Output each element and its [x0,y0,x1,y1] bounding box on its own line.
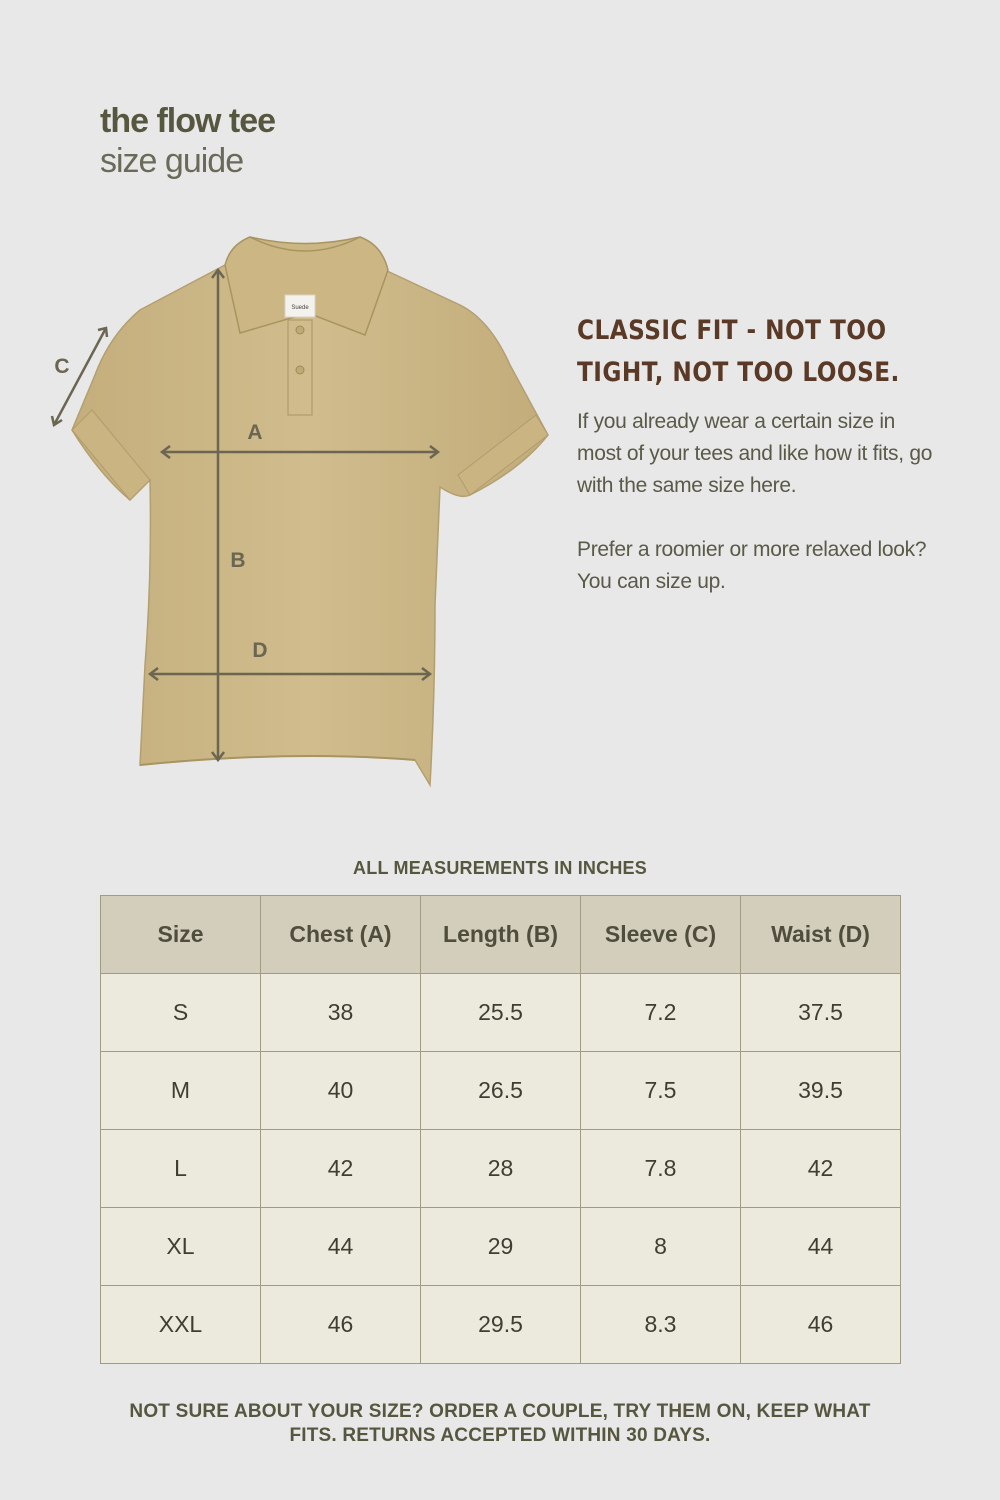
cell-waist: 39.5 [741,1052,901,1130]
table-row [101,1208,901,1286]
label-b: B [230,549,246,572]
product-title: the flow tee [100,102,276,140]
cell-chest: 38 [261,974,421,1052]
table-row [101,1130,901,1208]
cell-waist: 42 [741,1130,901,1208]
label-c: C [54,355,70,378]
table-row [101,974,901,1052]
cell-length: 29.5 [421,1286,581,1364]
fit-heading: CLASSIC FIT - NOT TOO TIGHT, NOT TOO LOOSE. [577,315,900,388]
cell-sleeve: 8 [581,1208,741,1286]
cell-chest: 40 [261,1052,421,1130]
cell-sleeve: 8.3 [581,1286,741,1364]
page-subtitle: size guide [100,142,244,180]
shirt-body [72,265,548,785]
cell-size: XL [101,1208,261,1286]
cell-chest: 46 [261,1286,421,1364]
size-table [100,895,901,1364]
table-header-row [101,896,901,974]
cell-sleeve: 7.8 [581,1130,741,1208]
header-chest: Chest (A) [261,896,421,974]
cell-length: 25.5 [421,974,581,1052]
title-block [100,100,275,180]
cell-size: S [101,974,261,1052]
units-label: ALL MEASUREMENTS IN INCHES [353,858,647,878]
returns-note: NOT SURE ABOUT YOUR SIZE? ORDER A COUPLE, TRY THEM ON, KEEP WHAT FITS. RETURNS ACCEPTED WITHIN 30 DAYS. [129,1401,871,1446]
shirt-diagram [40,225,570,795]
cell-size: M [101,1052,261,1130]
table-row [101,1052,901,1130]
button-top [296,326,304,334]
cell-length: 26.5 [421,1052,581,1130]
cell-chest: 44 [261,1208,421,1286]
cell-size: XXL [101,1286,261,1364]
cell-sleeve: 7.5 [581,1052,741,1130]
cell-sleeve: 7.2 [581,974,741,1052]
header-sleeve: Sleeve (C) [581,896,741,974]
cell-waist: 46 [741,1286,901,1364]
fit-paragraph-2: Prefer a roomier or more relaxed look? You can size up. [577,538,927,593]
cell-waist: 37.5 [741,974,901,1052]
brand-tag-label: Suede [291,305,309,311]
cell-waist: 44 [741,1208,901,1286]
table-row [101,1286,901,1364]
header-size: Size [101,896,261,974]
fit-paragraph-1: If you already wear a certain size in most of your tees and like how it fits, go with the same size here. [577,410,933,497]
cell-length: 28 [421,1130,581,1208]
label-a: A [247,421,263,444]
cell-chest: 42 [261,1130,421,1208]
cell-length: 29 [421,1208,581,1286]
fit-description [577,310,937,630]
label-d: D [252,639,268,662]
button-bottom [296,366,304,374]
header-waist: Waist (D) [741,896,901,974]
cell-size: L [101,1130,261,1208]
header-length: Length (B) [421,896,581,974]
polo-shirt-illustration [40,225,570,795]
